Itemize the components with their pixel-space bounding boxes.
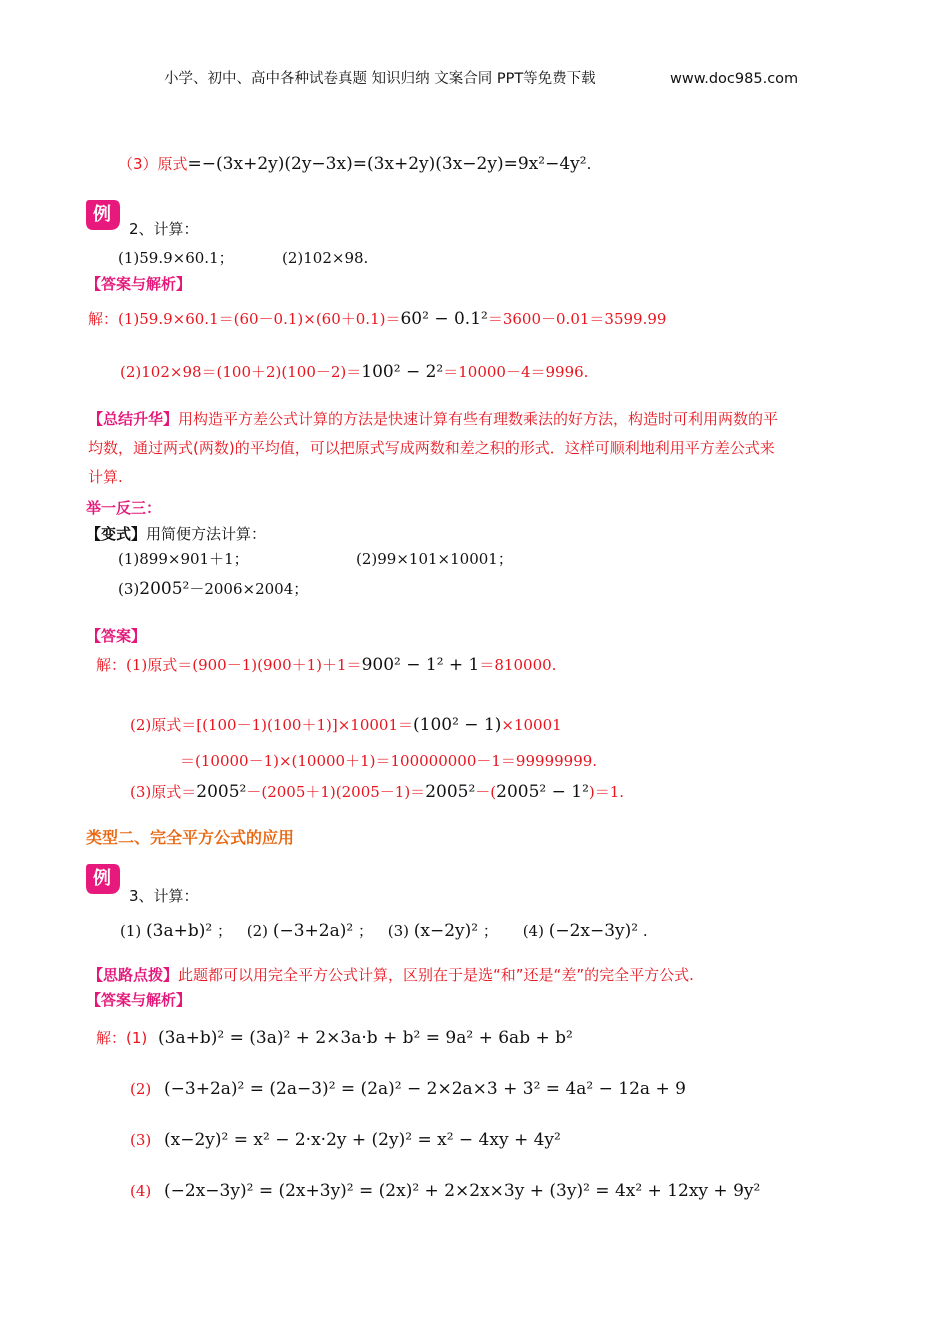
- e3-a2-label: (2): [130, 1080, 152, 1098]
- summary-line3: 计算.: [88, 468, 123, 486]
- va3-prefix: (3)原式＝: [130, 783, 197, 801]
- va3-m2: 2005²: [425, 782, 476, 802]
- e3-sep1: ；: [216, 922, 232, 940]
- e3-a1: (3a+b)² = (3a)² + 2×3a·b + b² = 9a² + 6ab + b²: [158, 1028, 573, 1048]
- part3-end: .: [586, 155, 592, 173]
- e3-sep2: ；: [357, 922, 373, 940]
- example-badge-icon: [84, 198, 122, 232]
- e3-q4-label: (4): [522, 922, 544, 940]
- va1-prefix: 解：(1)原式＝(900－1)(900＋1)＋1＝: [96, 656, 362, 674]
- badge-label: 例: [93, 204, 111, 225]
- example3-badge-icon: [84, 862, 122, 896]
- e3-q2-label: (2): [246, 922, 269, 940]
- a2-math: 100² − 2²: [361, 362, 444, 382]
- summary-line1: [88, 410, 778, 428]
- example3-hint: [88, 966, 694, 984]
- e3-a4-label: (4): [130, 1182, 152, 1200]
- va2-math: (100² − 1): [413, 715, 502, 735]
- va3-m3: 2005² − 1²: [496, 782, 589, 802]
- variant-answer2-line2: ＝(10000－1)×(10000＋1)＝100000000－1＝99999999.: [180, 752, 598, 770]
- e3-q1: (3a+b)²: [146, 921, 213, 941]
- a1-suffix: ＝3600－0.01＝3599.99: [487, 310, 667, 328]
- hint-tag: 【思路点拨】: [88, 966, 179, 984]
- type2-heading: 类型二、完全平方公式的应用: [86, 828, 295, 847]
- a2-prefix: (2)102×98＝(100＋2)(100－2)＝: [120, 363, 362, 381]
- header-text: 小学、初中、高中各种试卷真题 知识归纳 文案合同 PPT等免费下载: [164, 71, 596, 87]
- variant-answer1: [96, 656, 556, 674]
- a1-math: 60² − 0.1²: [400, 309, 488, 329]
- summary-tag: 【总结升华】: [88, 410, 179, 428]
- a1-prefix: 解：(1)59.9×60.1＝(60－0.1)×(60＋0.1)＝: [88, 310, 401, 328]
- variant-answer2: [130, 716, 562, 734]
- example3-title: 3、计算：: [129, 887, 199, 905]
- variant-heading: 举一反三：: [86, 499, 162, 517]
- e3-a3: (x−2y)² = x² − 2·x·2y + (2y)² = x² − 4xy + 4y²: [164, 1130, 561, 1150]
- variant-instruction: 用简便方法计算：: [146, 525, 267, 543]
- example3-answer2: [130, 1080, 686, 1098]
- header-url[interactable]: www.doc985.com: [670, 71, 799, 87]
- va3-mid: －(2005＋1)(2005－1)＝: [246, 783, 426, 801]
- variant-tag: 【变式】: [86, 525, 147, 543]
- e3-a3-label: (3): [130, 1131, 152, 1149]
- example2-answer-tag: 【答案与解析】: [86, 275, 192, 293]
- hint-text: 此题都可以用完全平方公式计算，区别在于是选“和”还是“差”的完全平方公式.: [178, 966, 694, 984]
- part3-label: （3）原式: [118, 155, 188, 173]
- va1-math: 900² − 1² + 1: [361, 655, 480, 675]
- part3-line: [118, 155, 591, 173]
- part3-formula: =−(3x+2y)(2y−3x)=(3x+2y)(3x−2y)=9x²−4y²: [187, 154, 587, 174]
- e3-q3: (x−2y)²: [413, 921, 479, 941]
- va1-suffix: ＝810000.: [479, 656, 557, 674]
- summary-text1: 用构造平方差公式计算的方法是快速计算有些有理数乘法的好方法，构造时可利用两数的平: [178, 410, 779, 428]
- e3-sep3: ；: [482, 922, 498, 940]
- variant-q3-prefix: (3): [118, 580, 140, 598]
- variant-instruction-line: [86, 525, 266, 543]
- e3-a4: (−2x−3y)² = (2x+3y)² = (2x)² + 2×2x×3y + (3y)² = 4x² + 12xy + 9y²: [164, 1181, 761, 1201]
- variant-q3-math: 2005²: [139, 579, 190, 599]
- example3-answer4: [130, 1182, 760, 1200]
- e3-q3-label: (3): [387, 922, 409, 940]
- summary-line2: 均数，通过两式(两数)的平均值，可以把原式写成两数和差之积的形式．这样可顺利地利用平方差公式来: [88, 439, 775, 457]
- example3-answer3: [130, 1131, 561, 1149]
- va3-mid2: －(: [475, 783, 497, 801]
- variant-q3: [118, 580, 308, 598]
- e3-q1-label: (1): [120, 922, 142, 940]
- variant-q3-suffix: －2006×2004；: [189, 580, 309, 598]
- example2-q1: (1)59.9×60.1；: [118, 249, 234, 267]
- example2-answer2: [120, 363, 588, 381]
- e3-a1-label: 解：(1): [96, 1029, 148, 1047]
- example3-questions: [120, 922, 648, 940]
- va2-suffix: ×10001: [501, 716, 562, 734]
- va3-suffix: )＝1.: [588, 783, 625, 801]
- variant-q1: (1)899×901＋1；: [118, 550, 249, 568]
- e3-q4: (−2x−3y)²: [548, 921, 639, 941]
- example2-q2: (2)102×98.: [282, 249, 369, 267]
- variant-answer3: [130, 783, 624, 801]
- variant-answer-tag: 【答案】: [86, 627, 147, 645]
- example2-title: 2、计算：: [129, 220, 199, 238]
- example3-answer1: [96, 1029, 573, 1047]
- example2-answer1: [88, 310, 666, 328]
- e3-a2: (−3+2a)² = (2a−3)² = (2a)² − 2×2a×3 + 3² = 4a² − 12a + 9: [164, 1079, 686, 1099]
- a2-suffix: ＝10000－4＝9996.: [443, 363, 589, 381]
- va2-prefix: (2)原式＝[(100－1)(100＋1)]×10001＝: [130, 716, 413, 734]
- e3-q2: (−3+2a)²: [272, 921, 354, 941]
- badge3-label: 例: [93, 868, 111, 889]
- example3-answer-tag: 【答案与解析】: [86, 991, 192, 1009]
- e3-end: .: [642, 922, 648, 940]
- variant-q2: (2)99×101×10001；: [356, 550, 513, 568]
- va3-m1: 2005²: [196, 782, 247, 802]
